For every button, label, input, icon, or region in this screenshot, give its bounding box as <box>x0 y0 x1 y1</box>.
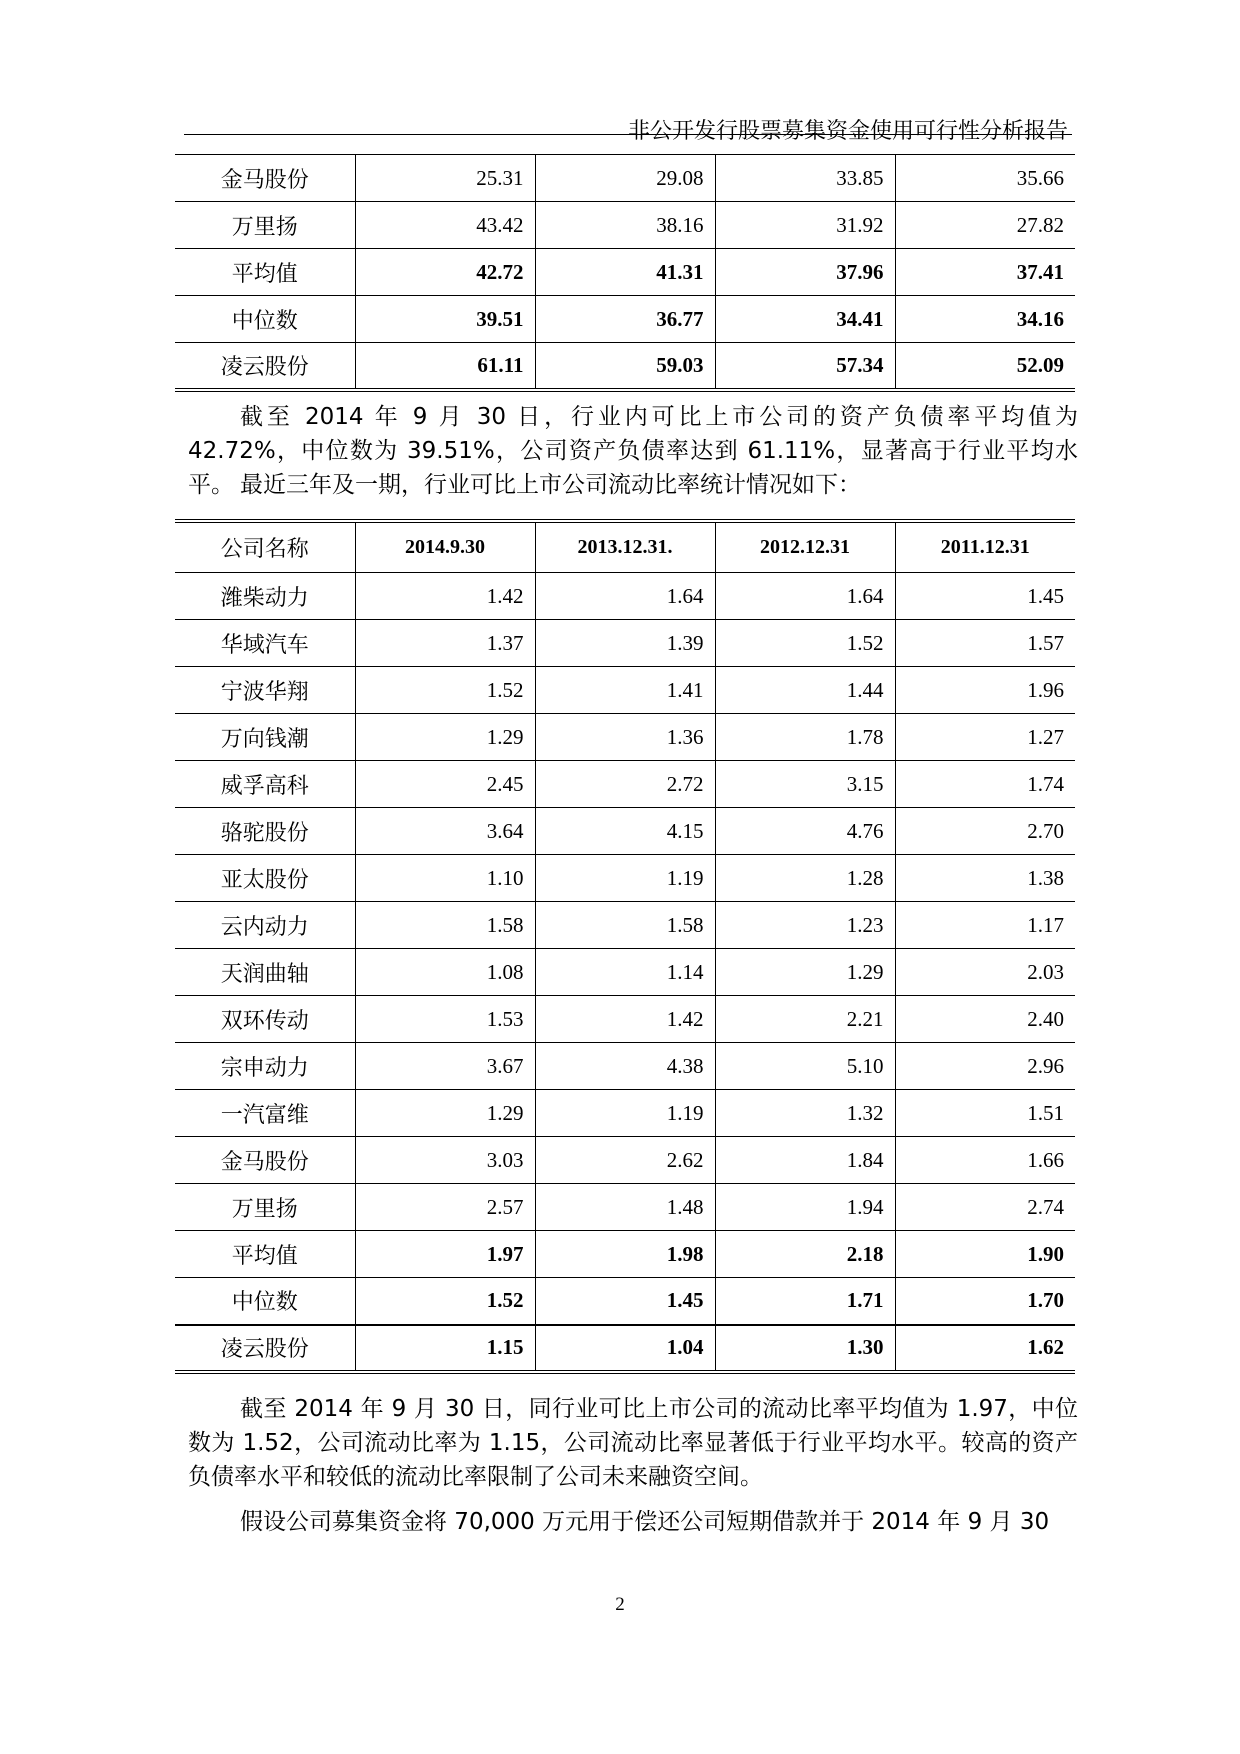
value-cell: 1.45 <box>895 573 1075 620</box>
company-name-cell: 华域汽车 <box>175 620 355 667</box>
value-cell: 4.38 <box>535 1043 715 1090</box>
value-cell: 1.64 <box>535 573 715 620</box>
value-cell: 1.51 <box>895 1090 1075 1137</box>
company-name-cell: 威孚高科 <box>175 761 355 808</box>
value-cell: 31.92 <box>715 202 895 249</box>
value-cell: 37.96 <box>715 249 895 296</box>
table-row <box>175 902 1075 949</box>
value-cell: 1.39 <box>535 620 715 667</box>
value-cell: 1.71 <box>715 1278 895 1325</box>
value-cell: 2.96 <box>895 1043 1075 1090</box>
table-row <box>175 573 1075 620</box>
table-row <box>175 855 1075 902</box>
value-cell: 1.48 <box>535 1184 715 1231</box>
company-name-cell: 宁波华翔 <box>175 667 355 714</box>
table-row <box>175 1278 1075 1325</box>
company-name-cell: 金马股份 <box>175 155 355 202</box>
table-row <box>175 808 1075 855</box>
value-cell: 1.52 <box>715 620 895 667</box>
page-number: 2 <box>615 1594 625 1615</box>
value-cell: 34.41 <box>715 296 895 343</box>
value-cell: 1.52 <box>355 1278 535 1325</box>
value-cell: 1.52 <box>355 667 535 714</box>
value-cell: 1.10 <box>355 855 535 902</box>
value-cell: 1.45 <box>535 1278 715 1325</box>
value-cell: 1.74 <box>895 761 1075 808</box>
table-row <box>175 620 1075 667</box>
value-cell: 1.38 <box>895 855 1075 902</box>
value-cell: 1.58 <box>355 902 535 949</box>
value-cell: 1.29 <box>355 714 535 761</box>
table-row <box>175 667 1075 714</box>
company-name-cell: 万向钱潮 <box>175 714 355 761</box>
table-row <box>175 1090 1075 1137</box>
value-cell: 39.51 <box>355 296 535 343</box>
table-row <box>175 155 1075 202</box>
value-cell: 1.29 <box>355 1090 535 1137</box>
value-cell: 1.58 <box>535 902 715 949</box>
value-cell: 2.74 <box>895 1184 1075 1231</box>
company-name-cell: 万里扬 <box>175 202 355 249</box>
value-cell: 1.42 <box>535 996 715 1043</box>
value-cell: 2.45 <box>355 761 535 808</box>
value-cell: 3.03 <box>355 1137 535 1184</box>
value-cell: 1.62 <box>895 1325 1075 1372</box>
value-cell: 1.36 <box>535 714 715 761</box>
value-cell: 1.41 <box>535 667 715 714</box>
table-row <box>175 1231 1075 1278</box>
value-cell: 36.77 <box>535 296 715 343</box>
value-cell: 1.28 <box>715 855 895 902</box>
value-cell: 1.15 <box>355 1325 535 1372</box>
value-cell: 4.15 <box>535 808 715 855</box>
value-cell: 1.19 <box>535 855 715 902</box>
table-row <box>175 1043 1075 1090</box>
value-cell: 1.97 <box>355 1231 535 1278</box>
value-cell: 1.96 <box>895 667 1075 714</box>
current-ratio-table <box>175 519 1075 1374</box>
value-cell: 2.18 <box>715 1231 895 1278</box>
company-name-cell: 双环传动 <box>175 996 355 1043</box>
value-cell: 61.11 <box>355 343 535 390</box>
value-cell: 37.41 <box>895 249 1075 296</box>
value-cell: 43.42 <box>355 202 535 249</box>
company-name-cell: 骆驼股份 <box>175 808 355 855</box>
company-name-cell: 亚太股份 <box>175 855 355 902</box>
company-name-cell: 云内动力 <box>175 902 355 949</box>
value-cell: 34.16 <box>895 296 1075 343</box>
value-cell: 29.08 <box>535 155 715 202</box>
value-cell: 1.23 <box>715 902 895 949</box>
value-cell: 1.64 <box>715 573 895 620</box>
value-cell: 1.84 <box>715 1137 895 1184</box>
table-row <box>175 949 1075 996</box>
value-cell: 2.57 <box>355 1184 535 1231</box>
value-cell: 1.17 <box>895 902 1075 949</box>
company-name-cell: 宗申动力 <box>175 1043 355 1090</box>
value-cell: 3.64 <box>355 808 535 855</box>
table-row <box>175 1325 1075 1372</box>
company-name-cell: 平均值 <box>175 1231 355 1278</box>
debt-ratio-table <box>175 154 1075 392</box>
value-cell: 2.62 <box>535 1137 715 1184</box>
value-cell: 25.31 <box>355 155 535 202</box>
company-name-cell: 一汽富维 <box>175 1090 355 1137</box>
company-name-cell: 中位数 <box>175 1278 355 1325</box>
page-header-title: 非公开发行股票募集资金使用可行性分析报告 <box>627 119 1068 144</box>
column-header-2012-12-31: 2012.12.31 <box>715 521 895 573</box>
table-header-row <box>175 521 1075 573</box>
header-rule <box>184 134 1072 135</box>
value-cell: 1.08 <box>355 949 535 996</box>
table-row <box>175 996 1075 1043</box>
value-cell: 1.30 <box>715 1325 895 1372</box>
value-cell: 33.85 <box>715 155 895 202</box>
value-cell: 1.14 <box>535 949 715 996</box>
table-row <box>175 1137 1075 1184</box>
column-header-2013-12-31: 2013.12.31. <box>535 521 715 573</box>
value-cell: 42.72 <box>355 249 535 296</box>
value-cell: 1.44 <box>715 667 895 714</box>
company-name-cell: 中位数 <box>175 296 355 343</box>
company-name-cell: 凌云股份 <box>175 1325 355 1372</box>
value-cell: 35.66 <box>895 155 1075 202</box>
value-cell: 1.04 <box>535 1325 715 1372</box>
value-cell: 1.42 <box>355 573 535 620</box>
current-ratio-intro-paragraph: 最近三年及一期，行业可比上市公司流动比率统计情况如下： <box>240 472 861 498</box>
value-cell: 59.03 <box>535 343 715 390</box>
column-header-2014-9-30: 2014.9.30 <box>355 521 535 573</box>
company-name-cell: 万里扬 <box>175 1184 355 1231</box>
value-cell: 3.15 <box>715 761 895 808</box>
value-cell: 2.72 <box>535 761 715 808</box>
column-header-2011-12-31: 2011.12.31 <box>940 536 1030 558</box>
assumption-paragraph: 假设公司募集资金将 70,000 万元用于偿还公司短期借款并于 2014 年 9 月 30 <box>240 1509 1050 1535</box>
company-name-cell: 金马股份 <box>175 1137 355 1184</box>
value-cell: 57.34 <box>715 343 895 390</box>
value-cell: 2.03 <box>895 949 1075 996</box>
company-name-cell: 天润曲轴 <box>175 949 355 996</box>
value-cell: 2.70 <box>895 808 1075 855</box>
debt-ratio-summary-paragraph: 截至 2014 年 9 月 30 日，行业内可比上市公司的资产负债率平均值为 42.72%，中位数为 39.51%，公司资产负债率达到 61.11%，显著高于行业平均水平。 <box>188 404 1078 498</box>
value-cell: 1.19 <box>535 1090 715 1137</box>
value-cell: 38.16 <box>535 202 715 249</box>
table-row <box>175 343 1075 390</box>
value-cell: 1.66 <box>895 1137 1075 1184</box>
value-cell: 41.31 <box>535 249 715 296</box>
value-cell: 1.37 <box>355 620 535 667</box>
company-name-cell: 凌云股份 <box>175 343 355 390</box>
value-cell: 1.78 <box>715 714 895 761</box>
table-row <box>175 296 1075 343</box>
table-row <box>175 202 1075 249</box>
value-cell: 52.09 <box>895 343 1075 390</box>
value-cell: 2.21 <box>715 996 895 1043</box>
value-cell: 1.70 <box>895 1278 1075 1325</box>
value-cell: 5.10 <box>715 1043 895 1090</box>
value-cell: 1.57 <box>895 620 1075 667</box>
current-ratio-summary-paragraph: 截至 2014 年 9 月 30 日，同行业可比上市公司的流动比率平均值为 1.97，中位数为 1.52，公司流动比率为 1.15，公司流动比率显著低于行业平均水平。较高的资产负债率水平和较低的流动比率限制了公司未来融资空间。 <box>188 1396 1078 1490</box>
value-cell: 1.94 <box>715 1184 895 1231</box>
value-cell: 1.29 <box>715 949 895 996</box>
column-header-company: 公司名称 <box>175 521 355 573</box>
value-cell: 27.82 <box>895 202 1075 249</box>
table-row <box>175 1184 1075 1231</box>
value-cell: 1.98 <box>535 1231 715 1278</box>
value-cell: 1.32 <box>715 1090 895 1137</box>
value-cell: 2.40 <box>895 996 1075 1043</box>
value-cell: 1.53 <box>355 996 535 1043</box>
table-row <box>175 249 1075 296</box>
value-cell: 1.27 <box>895 714 1075 761</box>
company-name-cell: 潍柴动力 <box>175 573 355 620</box>
value-cell: 3.67 <box>355 1043 535 1090</box>
value-cell: 4.76 <box>715 808 895 855</box>
table-row <box>175 714 1075 761</box>
table-row <box>175 761 1075 808</box>
value-cell: 1.90 <box>895 1231 1075 1278</box>
company-name-cell: 平均值 <box>175 249 355 296</box>
